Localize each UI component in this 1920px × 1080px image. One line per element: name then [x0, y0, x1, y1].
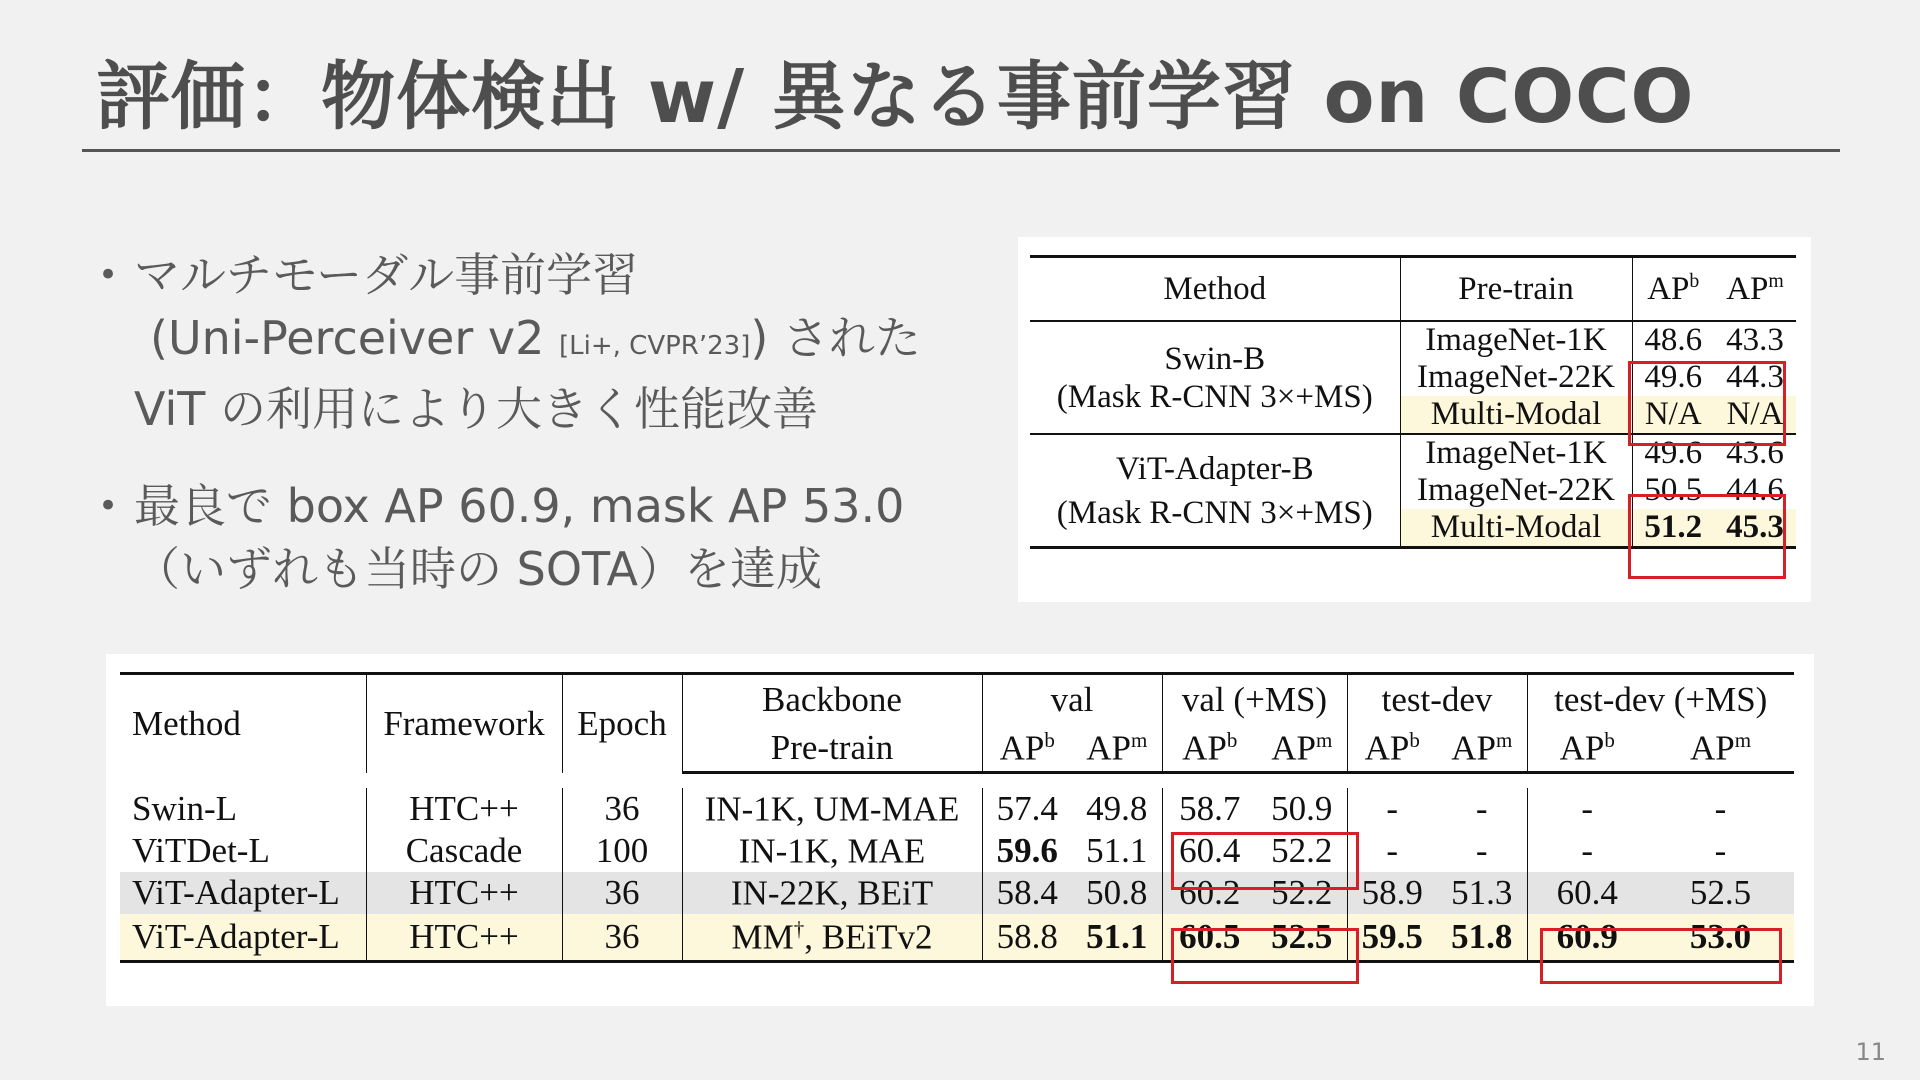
- method-cell: ViT-Adapter-L: [120, 872, 366, 914]
- bullet-item: [98, 475, 998, 601]
- header-test-dev: test-dev: [1347, 674, 1527, 726]
- pretrain-cell: ImageNet-22K: [1400, 359, 1632, 396]
- header-apm: $AP^m$: [1437, 725, 1527, 773]
- title-rule: [82, 149, 1840, 152]
- header-pretrain: Pre-train: [1400, 257, 1632, 322]
- framework-cell: HTC++: [366, 872, 562, 914]
- bullet-text: （いずれも当時の SOTA）を達成: [134, 542, 823, 596]
- table-row: [120, 788, 1794, 830]
- header-backbone: Backbone: [682, 674, 982, 726]
- tdms-apb-cell: 60.9: [1527, 914, 1647, 962]
- tdms-apb-cell: -: [1581, 831, 1594, 870]
- pretrain-cell: IN-1K, MAE: [682, 830, 982, 872]
- bullet-text: (Uni-Perceiver v2: [150, 311, 559, 365]
- apm-cell: N/A: [1714, 396, 1796, 434]
- val-apm-cell: 51.1: [1072, 914, 1162, 962]
- header-pretrain: Pre-train: [682, 725, 982, 773]
- header-apb: $AP^b$: [982, 725, 1072, 773]
- bullet-text: [134, 307, 998, 378]
- apm-cell: 44.6: [1726, 472, 1784, 508]
- epoch-cell: 36: [562, 788, 682, 830]
- sota-comparison-table-panel: [106, 654, 1814, 1006]
- framework-cell: Cascade: [366, 830, 562, 872]
- bullet-text: ViT の利用により大きく性能改善: [134, 382, 818, 436]
- apm-cell: 45.3: [1714, 509, 1796, 548]
- slide-title: 評価：物体検出 w/ 異なる事前学習 on COCO: [96, 54, 1695, 140]
- valms-apb-cell: 58.7: [1179, 789, 1241, 828]
- header-apm: $AP^m$: [1257, 725, 1347, 773]
- page-number: 11: [1855, 1038, 1886, 1066]
- framework-cell: HTC++: [366, 788, 562, 830]
- table-row: [120, 830, 1794, 872]
- method-cell: ViTDet-L: [120, 830, 366, 872]
- header-epoch: Epoch: [562, 674, 682, 773]
- apb-cell: 48.6: [1644, 322, 1703, 358]
- header-val: val: [982, 674, 1162, 726]
- bullet-text: ) された: [750, 311, 921, 365]
- td-apb-cell: -: [1386, 789, 1399, 828]
- valms-apb-cell: 60.4: [1179, 831, 1241, 870]
- tdms-apb-cell: 60.4: [1556, 873, 1618, 912]
- citation: [Li+, CVPR’23]: [559, 331, 751, 361]
- header-apb: $AP^b$: [1162, 725, 1257, 773]
- pretrain-comparison-table-panel: [1018, 237, 1811, 602]
- header-test-dev-ms: test-dev (+MS): [1554, 680, 1768, 719]
- header-apb: $AP^b$: [1647, 270, 1700, 307]
- valms-apb-cell: 60.2: [1179, 873, 1241, 912]
- valms-apm-cell: 52.2: [1257, 830, 1347, 872]
- pretrain-cell: MM†, BEiTv2: [682, 914, 982, 962]
- tdms-apm-cell: -: [1714, 831, 1727, 870]
- apb-cell: 49.6: [1644, 359, 1703, 395]
- td-apb-cell: 59.5: [1347, 914, 1437, 962]
- val-apm-cell: 50.8: [1072, 872, 1162, 914]
- pretrain-cell: IN-1K, UM-MAE: [682, 788, 982, 830]
- header-apm: $AP^m$: [1072, 725, 1162, 773]
- td-apm-cell: 51.3: [1437, 872, 1527, 914]
- pretrain-cell: ImageNet-1K: [1400, 321, 1632, 359]
- tdms-apm-cell: 52.5: [1689, 873, 1752, 912]
- header-framework: Framework: [366, 674, 562, 773]
- val-apb-cell: 59.6: [996, 831, 1058, 870]
- apb-cell: 50.5: [1644, 472, 1703, 508]
- val-apb-cell: 58.8: [982, 914, 1072, 962]
- epoch-cell: 36: [562, 914, 682, 962]
- val-apb-cell: 58.4: [996, 873, 1058, 912]
- header-val-ms: val (+MS): [1162, 674, 1347, 726]
- td-apb-cell: -: [1386, 831, 1399, 870]
- bullet-list: [98, 244, 998, 635]
- td-apm-cell: -: [1437, 830, 1527, 872]
- tdms-apm-cell: 53.0: [1647, 914, 1794, 962]
- method-cell: Swin-B (Mask R-CNN 3×+MS): [1030, 321, 1400, 434]
- highlight-box: [1171, 928, 1359, 984]
- header-apm: $AP^m$: [1647, 725, 1794, 773]
- valms-apb-cell: 60.5: [1162, 914, 1257, 962]
- sota-comparison-table: [120, 672, 1794, 963]
- header-method: Method: [1030, 257, 1400, 322]
- header-apb: $AP^b$: [1347, 725, 1437, 773]
- header-apm: $AP^m$: [1726, 270, 1784, 307]
- highlight-box: [1628, 494, 1786, 579]
- epoch-cell: 100: [562, 830, 682, 872]
- table-row: [120, 872, 1794, 914]
- apm-cell: 43.3: [1726, 322, 1784, 358]
- header-method: Method: [120, 674, 366, 773]
- pretrain-cell: Multi-Modal: [1400, 509, 1632, 548]
- valms-apm-cell: 52.5: [1257, 914, 1347, 962]
- framework-cell: HTC++: [366, 914, 562, 962]
- method-cell: ViT-Adapter-B (Mask R-CNN 3×+MS): [1030, 434, 1400, 548]
- tdms-apm-cell: -: [1714, 789, 1727, 828]
- valms-apm-cell: 52.2: [1257, 872, 1347, 914]
- header-apb: $AP^b$: [1527, 725, 1647, 773]
- apb-cell: N/A: [1632, 396, 1714, 434]
- method-cell: Swin-L: [120, 788, 366, 830]
- highlight-box: [1628, 361, 1786, 446]
- apm-cell: 43.6: [1726, 435, 1784, 471]
- highlight-box: [1171, 832, 1359, 890]
- val-apm-cell: 51.1: [1072, 830, 1162, 872]
- pretrain-cell: ImageNet-22K: [1400, 472, 1632, 509]
- apb-cell: 51.2: [1632, 509, 1714, 548]
- pretrain-cell: Multi-Modal: [1400, 396, 1632, 434]
- val-apm-cell: 49.8: [1072, 788, 1162, 830]
- pretrain-cell: IN-22K, BEiT: [682, 872, 982, 914]
- pretrain-cell: ImageNet-1K: [1400, 434, 1632, 472]
- bullet-text: • 最良で box AP 60.9, mask AP 53.0: [134, 479, 905, 533]
- method-cell: ViT-Adapter-L: [120, 914, 366, 962]
- bullet-text: • マルチモーダル事前学習: [134, 248, 639, 302]
- tdms-apb-cell: -: [1581, 789, 1594, 828]
- epoch-cell: 36: [562, 872, 682, 914]
- apm-cell: 44.3: [1726, 359, 1784, 395]
- td-apb-cell: 58.9: [1361, 873, 1423, 912]
- td-apm-cell: -: [1437, 788, 1527, 830]
- bullet-item: [98, 244, 998, 441]
- highlight-box: [1540, 928, 1782, 984]
- val-apb-cell: 57.4: [996, 789, 1058, 828]
- apb-cell: 49.6: [1644, 435, 1703, 471]
- valms-apm-cell: 50.9: [1257, 788, 1347, 830]
- td-apm-cell: 51.8: [1437, 914, 1527, 962]
